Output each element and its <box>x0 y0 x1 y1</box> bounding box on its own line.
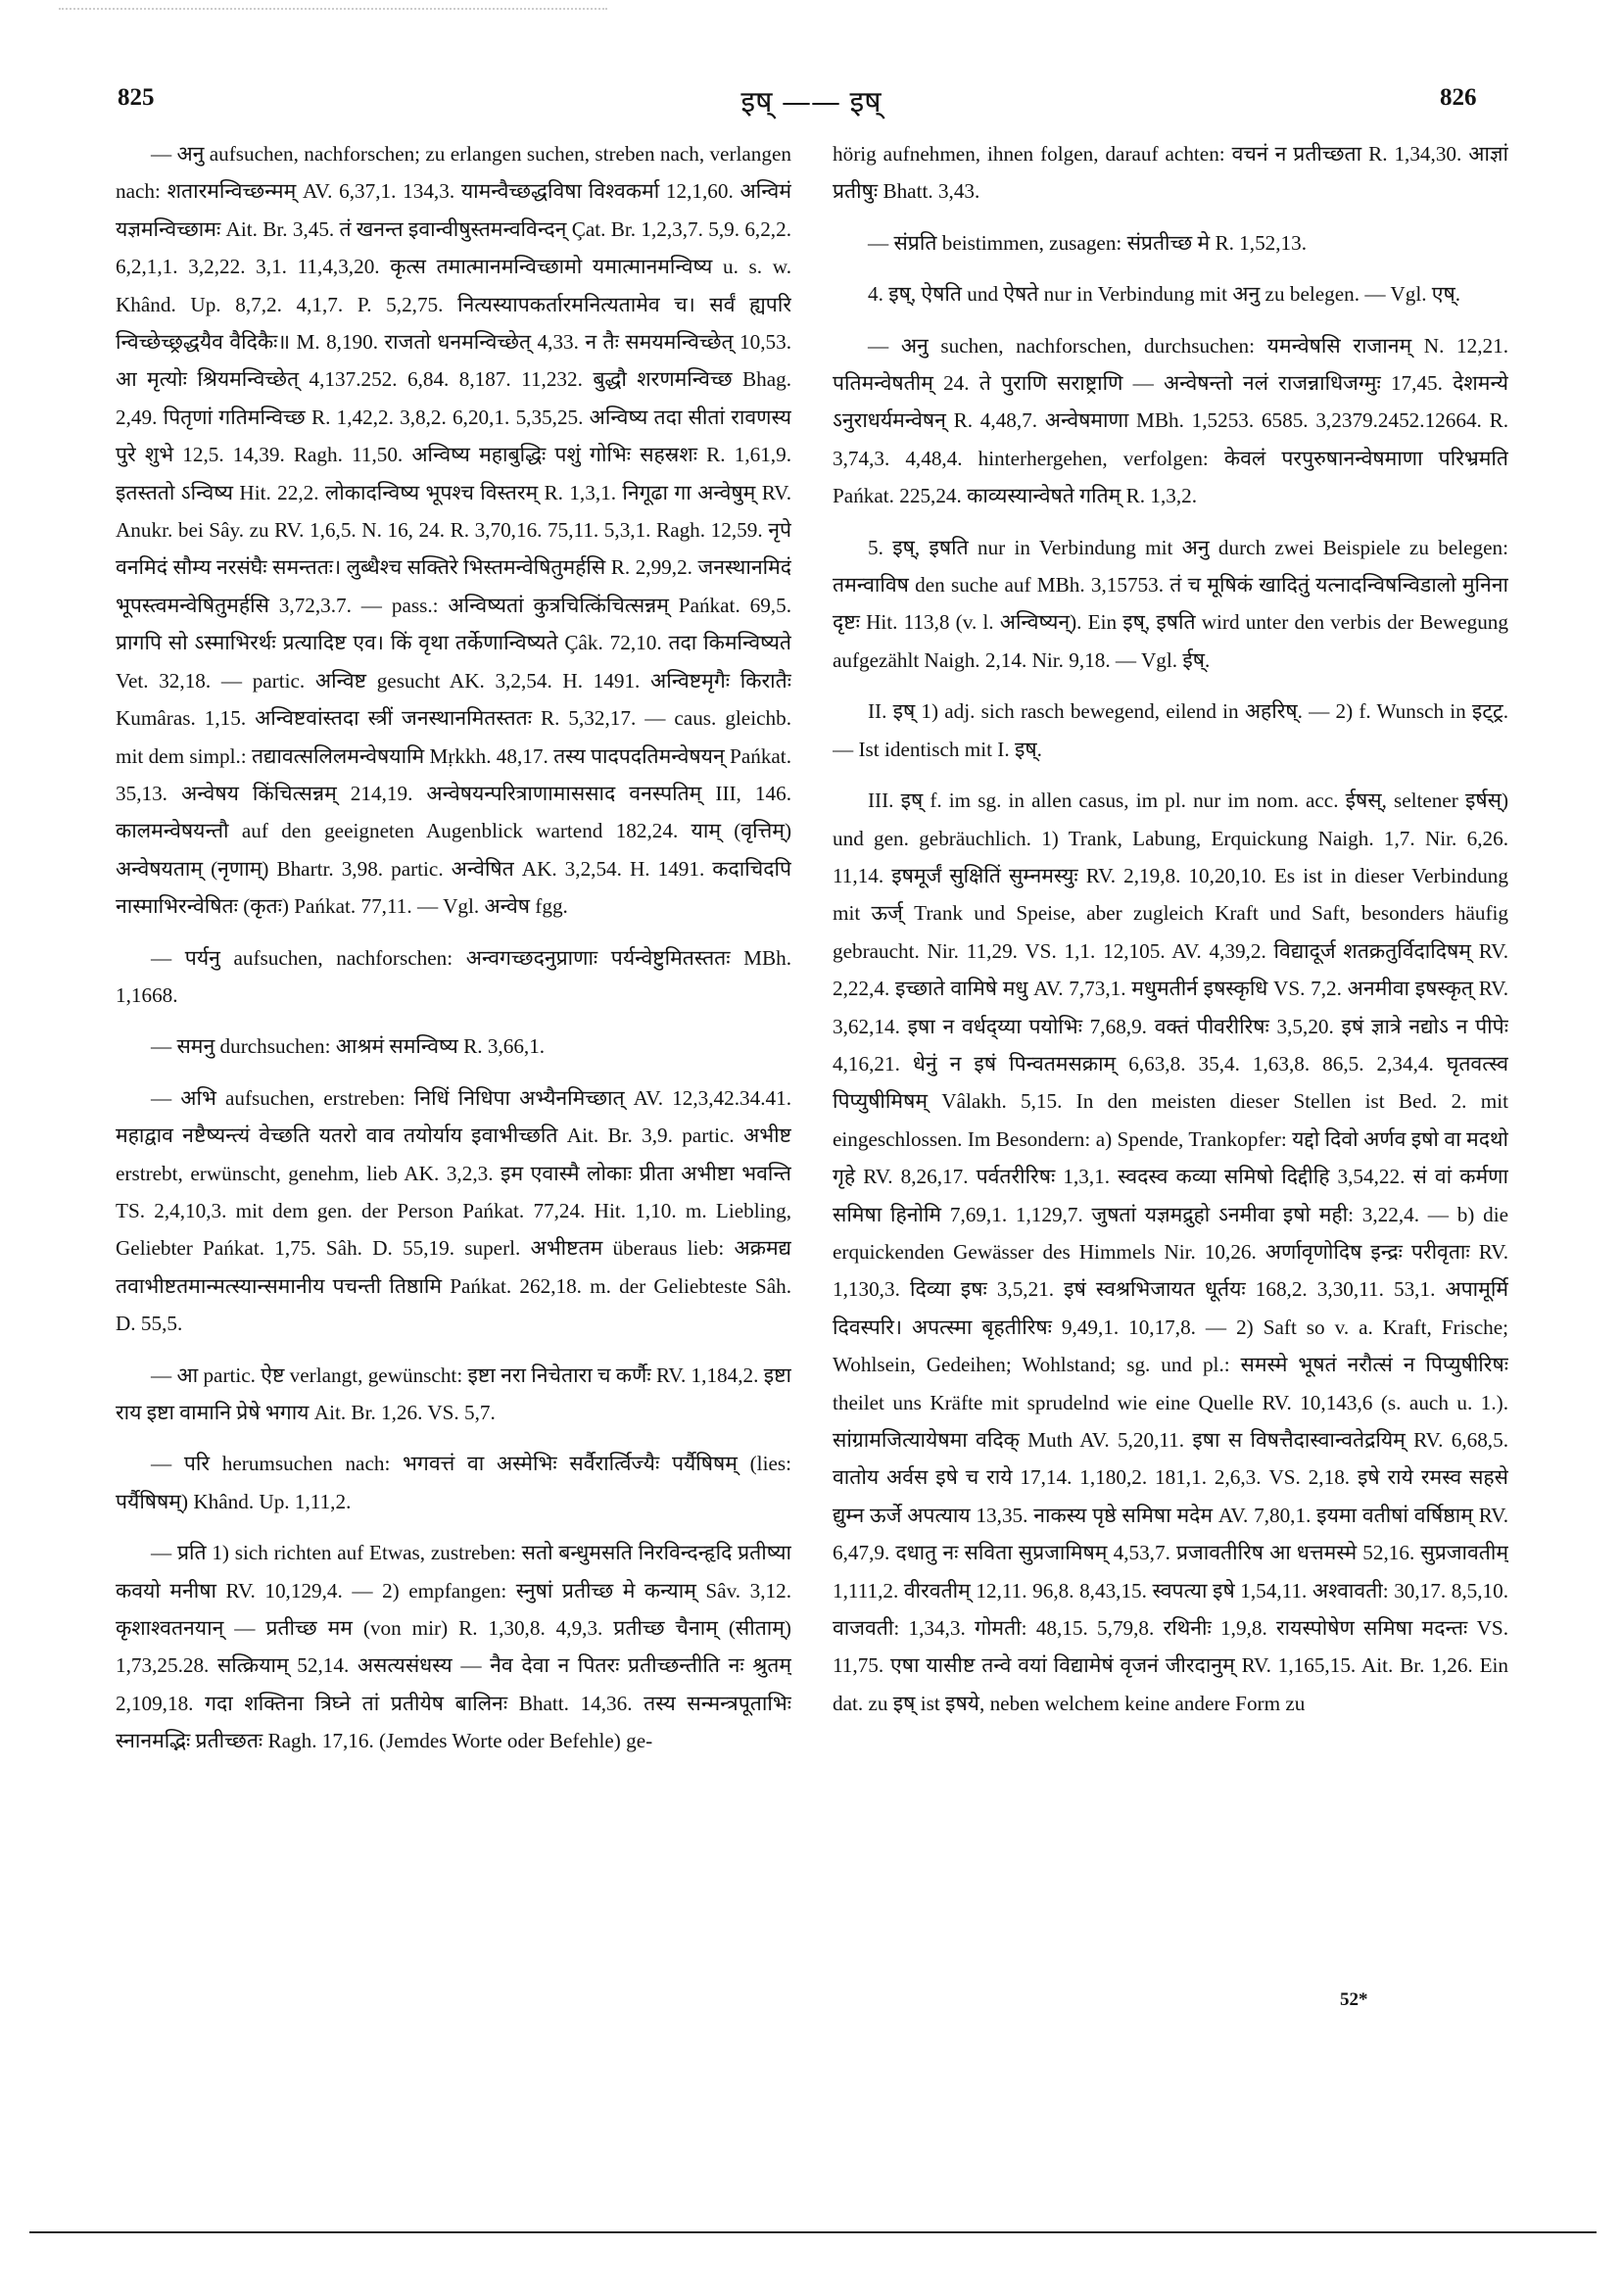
entry-paragraph: — आ partic. ऐष्ट verlangt, gewünscht: इष्टा नरा निचेतारा च कर्णैः RV. 1,184,2. इष्टा राय इष्टा वामानि प्रेषे भगाय Ait. Br. 1,26. VS. 5,7. <box>116 1363 791 1424</box>
entry-paragraph: — अनु aufsuchen, nachforschen; zu erlangen suchen, streben nach, verlangen nach: शतारमन्विच्छन्मम् AV. 6,37,1. 134,3. यामन्वैच्छद्धविषा विश्वकर्मा 12,1,60. अन्विमं यज्ञमन्विच्छामः Ait. Br. 3,45. तं खनन्त इवान्वीषुस्तमन्वविन्दन् Çat. Br. 1,2,3,7. 5,9. 6,2,2. 6,2,1,1. 3,2,22. 3,1. 11,4,3,20. कृत्स तमात्मानमन्विच्छामो यमात्मानमन्विष्य u. s. w. Khând. Up. 8,7,2. 4,1,7. P. 5,2,75. नित्यस्यापकर्तारमनित्यतामेव च। सर्वं ह्यपरि न्विच्छेच्छ्रद्धयैव वैदिकैः॥ M. 8,190. राजतो धनमन्विच्छेत् 4,33. न तैः समयमन्विच्छेत् 10,53. आ मृत्योः श्रियमन्विच्छेत् 4,137.252. 6,84. 8,187. 11,232. बुद्धौ शरणमन्विच्छ Bhag. 2,49. पितृणां गतिमन्विच्छ R. 1,42,2. 3,8,2. 6,20,1. 5,35,25. अन्विष्य तदा सीतां रावणस्य पुरे शुभे 12,5. 14,39. Ragh. 11,50. अन्विष्य महाबुद्धिः पशुं गोभिः सहस्रशः R. 1,61,9. इतस्ततो ऽन्विष्य Hit. 22,2. लोकादन्विष्य भूपश्च विस्तरम् R. 1,3,1. निगूढा गा अन्वेषुम् RV. Anukr. bei Sây. zu RV. 1,6,5. N. 16, 24. R. 3,70,16. 75,11. 5,3,1. Ragh. 12,59. नृपे वनमिदं सौम्य नरसंघैः समन्ततः। लुब्धैश्च सक्तिरे भिस्तमन्वेषितुमर्हसि R. 2,99,2. जनस्थानमिदं भूपस्त्वमन्वेषितुमर्हसि 3,72,3.7. — pass.: अन्विष्यतां कुत्रचित्किंचित्सन्नम् Pańkat. 69,5. प्रागपि सो ऽस्माभिरर्थः प्रत्यादिष्ट एव। किं वृथा तर्केणान्विष्यते Çâk. 72,10. तदा किमन्विष्यते Vet. 32,18. — partic. अन्विष्ट gesucht AK. 3,2,54. H. 1491. अन्विष्टमृगैः किरातैः Kumâras. 1,15. अन्विष्टवांस्तदा स्त्रीं जनस्थानमितस्ततः R. 5,32,17. — caus. gleichb. mit dem simpl.: तद्यावत्सलिलमन्वेषयामि Mṛkkh. 48,17. तस्य पादपदतिमन्वेषयन् Pańkat. 35,13. अन्वेषय किंचित्सन्नम् 214,19. अन्वेषयन्परित्राणामाससाद वनस्पतिम् III, 146. कालमन्वेषयन्तौ auf den geeigneten Augenblick wartend 182,24. याम् (वृत्तिम्) अन्वेषयताम् (नृणाम्) Bhartr. 3,98. partic. अन्वेषित AK. 3,2,54. H. 1491. कदाचिदपि नास्माभिरन्वेषितः (कृतः) Pańkat. 77,11. — Vgl. अन्वेष fgg. <box>116 142 791 919</box>
entry-paragraph: — अभि aufsuchen, erstreben: निधिं निधिपा अभ्यैनमिच्छात् AV. 12,3,42.34.41. महाद्वाव नष्टैष्यन्त्यं वेच्छति यतरो वाव तयोर्याय इवाभीच्छति Ait. Br. 3,9. partic. अभीष्ट erstrebt, erwünscht, genehm, lieb AK. 3,2,3. इम एवास्मै लोकाः प्रीता अभीष्टा भवन्ति TS. 2,4,10,3. mit dem gen. der Person Pańkat. 77,24. Hit. 1,10. m. Liebling, Geliebter Pańkat. 1,75. Sâh. D. 55,19. superl. अभीष्टतम überaus lieb: अक्रमद्य तवाभीष्टतमान्मत्स्यान्समानीय पचन्ती तिष्ठामि Pańkat. 262,18. m. der Geliebteste Sâh. D. 55,5. <box>116 1085 791 1336</box>
entry-paragraph: 5. इष्, इषति nur in Verbindung mit अनु durch zwei Beispiele zu belegen: तमन्वाविष den suche auf MBh. 3,15753. तं च मूषिकं खादितुं यत्नादन्विषन्विडालो मुनिना दृष्टः Hit. 113,8 (v. l. अन्विष्यन्). Ein इष्, इषति wird unter den verbis der Bewegung aufgezählt Naigh. 2,14. Nir. 9,18. — Vgl. ईष्. <box>833 535 1508 672</box>
page-number-right: 826 <box>1440 84 1477 111</box>
entry-paragraph: — पर्यनु aufsuchen, nachforschen: अन्वगच्छदनुप्राणाः पर्यन्वेष्टुमितस्ततः MBh. 1,1668. <box>116 945 791 1007</box>
entry-paragraph: 4. इष्, ऐषति und ऐषते nur in Verbindung mit अनु zu belegen. — Vgl. एष्. <box>868 282 1461 307</box>
entry-paragraph: — अनु suchen, nachforschen, durchsuchen: यमन्वेषसि राजानम् N. 12,21. पतिमन्वेषतीम् 24. ते पुराणि सराष्ट्राणि — अन्वेषन्तो नलं राजन्नाधिजग्मुः 17,45. देशमन्ये ऽनुराधर्यमन्वेषन् R. 4,48,7. अन्वेषमाणा MBh. 1,5253. 6585. 3,2379.2452.12664. R. 3,74,3. 4,48,4. hinterhergehen, verfolgen: केवलं परपुरुषानन्वेषमाणा परिभ्रमति Pańkat. 225,24. काव्यस्यान्वेषते गतिम् R. 1,3,2. <box>833 333 1508 508</box>
entry-paragraph: III. इष् f. im sg. in allen casus, im pl. nur im nom. acc. ईषस्, seltener इर्षस्) und gen. gebräuchlich. 1) Trank, Labung, Erquickung Naigh. 1,7. Nir. 6,26. 11,14. इषमूर्जं सुक्षितिं सुम्नमस्युः RV. 2,19,8. 10,20,10. Es ist in dieser Verbindung mit ऊर्ज् Trank und Speise, aber zugleich Kraft und Saft, besonders häufig gebraucht. Nir. 11,29. VS. 1,1. 12,105. AV. 4,39,2. विद्यादूर्ज शतक्रतुर्विदादिषम् RV. 2,22,4. इच्छाते वामिषे मधु AV. 7,73,1. मधुमतीर्न इषस्कृधि VS. 7,2. अनमीवा इषस्कृत् RV. 3,62,14. इषा न वर्धद्य्या पयोभिः 7,68,9. वक्तं पीवरीरिषः 3,5,20. इषं ज्ञात्रे नद्योऽ न पीपेः 4,16,21. धेनुं न इषं पिन्वतमसक्राम् 6,63,8. 35,4. 1,63,8. 86,5. 2,34,4. घृतवत्स्व पिप्युषीमिषम् Vâlakh. 5,15. In den meisten dieser Stellen ist Bed. 2. mit eingeschlossen. Im Besondern: a) Spende, Trankopfer: यद्दो दिवो अर्णव इषो वा मदथो गृहे RV. 8,26,17. पर्वतरीरिषः 1,3,1. स्वदस्व कव्या समिषो दिद्दीहि 3,54,22. सं वां कर्मणा समिषा हिनोमि 7,69,1. 1,129,7. जुषतां यज्ञमद्रुहो ऽनमीवा इषो मही: 3,22,4. — b) die erquickenden Gewässer des Himmels Nir. 10,26. अर्णावृणोदिष इन्द्रः परीवृताः RV. 1,130,3. दिव्या इषः 3,5,21. इषं स्वश्रभिजायत धूर्तयः 168,2. 3,30,11. 53,1. अपामूर्मि दिवस्परि। अपत्स्मा बृहतीरिषः 9,49,1. 10,17,8. — 2) Saft so v. a. Kraft, Frische; Wohlsein, Gedeihen; Wohlstand; sg. und pl.: समस्मे भूषतं नरौत्सं न पिप्युषीरिषः theilet uns Kräfte mit sprudelnd wie eine Quelle RV. 10,143,6 (s. auch u. 1.). सांग्रामजित्यायेषमा वदिक् Muth AV. 5,20,11. इषा स विषत्तैदास्वान्वतेद्रयिम् RV. 6,68,5. वातोय अर्वस इषे च राये 17,14. 1,180,2. 181,1. 2,6,3. VS. 2,18. इषे राये रमस्व सहसे द्युम्न ऊर्जे अपत्याय 13,35. नाकस्य पृष्ठे समिषा मदेम AV. 7,80,1. इयमा वतीषां वर्षिष्ठाम् RV. 6,47,9. दधातु नः सविता सुप्रजामिषम् 4,53,7. प्रजावतीरिष आ धत्तमस्मे 52,16. सुप्रजावतीम् 1,111,2. वीरवतीम् 12,11. 96,8. 8,43,15. स्वपत्या इषे 1,54,11. अश्वावती: 30,17. 8,5,10. वाजवती: 1,34,3. गोमती: 48,15. 5,79,8. रथिनीः 1,9,8. रायस्पोषेण समिषा मदन्तः VS. 11,75. एषा यासीष्ट तन्वे वयां विद्यामेषं वृजनं जीरदानुम् RV. 1,165,15. Ait. Br. 1,26. Ein dat. zu इष् ist इषये, neben welchem keine andere Form zu <box>833 789 1508 1715</box>
entry-paragraph: II. इष् 1) adj. sich rasch bewegend, eilend in अहरिष्. — 2) f. Wunsch in इट्ट्र. — Ist identisch mit I. इष्. <box>833 699 1508 761</box>
right-column <box>833 135 1508 1977</box>
running-headword: इष् —— इष् <box>740 85 882 120</box>
signature-mark: 52* <box>1340 1989 1368 2010</box>
left-column <box>116 135 791 1977</box>
bottom-rule <box>29 2231 1597 2233</box>
entry-paragraph: — संप्रति beistimmen, zusagen: संप्रतीच्छ मे R. 1,52,13. <box>868 230 1308 255</box>
entry-paragraph: — समनु durchsuchen: आश्रमं समन्विष्य R. 3,66,1. <box>151 1034 546 1059</box>
page-number-left: 825 <box>118 84 155 111</box>
entry-paragraph: — प्रति 1) sich richten auf Etwas, zustreben: सतो बन्धुमसति निरविन्दन्हृदि प्रतीष्या कवयो मनीषा RV. 10,129,4. — 2) empfangen: स्नुषां प्रतीच्छ मे कन्याम् Sâv. 3,12. कृशाश्वतनयान् — प्रतीच्छ मम (von mir) R. 1,30,8. 4,9,3. प्रतीच्छ चैनाम् (सीताम्) 1,73,25.28. सत्क्रियाम् 52,14. असत्यसंधस्य — नैव देवा न पितरः प्रतीच्छन्तीति नः श्रुतम् 2,109,18. गदा शक्तिना त्रिघ्ने तां प्रतीयेष बालिनः Bhatt. 14,36. तस्य सन्मन्त्रपूताभिः स्नानमद्भिः प्रतीच्छतः Ragh. 17,16. (Jemdes Worte oder Befehle) ge- <box>116 1541 791 1753</box>
entry-paragraph: hörig aufnehmen, ihnen folgen, darauf achten: वचनं न प्रतीच्छता R. 1,34,30. आज्ञां प्रतीषुः Bhatt. 3,43. <box>833 142 1508 204</box>
scan-marks <box>59 8 607 14</box>
entry-paragraph: — परि herumsuchen nach: भगवत्तं वा अस्मेभिः सर्वैरार्त्विज्यैः पर्यैषिषम् (lies: पर्यैषिषम्) Khând. Up. 1,11,2. <box>116 1452 791 1513</box>
